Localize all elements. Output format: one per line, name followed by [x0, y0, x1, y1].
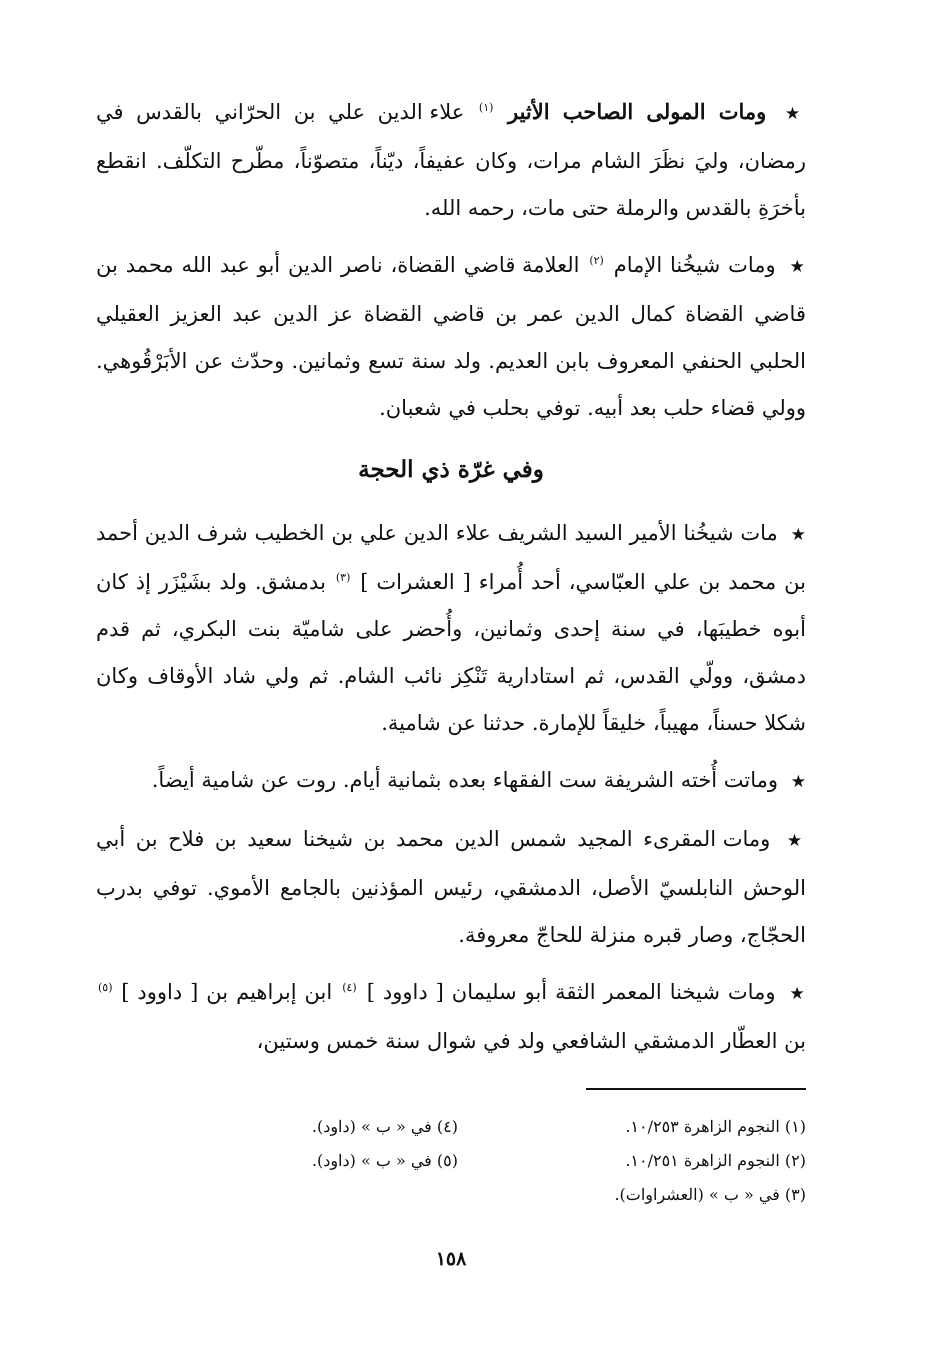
entry-ibn-aladim: [96, 242, 806, 432]
star-icon: ★: [786, 831, 806, 851]
footnote-ref-1: (١): [478, 101, 494, 114]
entry-lead: مات شيخُنا الأمير السيد الشريف علاء الدين علي بن الخطيب شرف الدين أحمد بن محمد بن علي العبّاسي، أحد أُمراء [ العشرات ]: [96, 521, 806, 594]
entry-alharrani: [96, 88, 806, 232]
entry-alabbasi: [96, 510, 806, 747]
entry-lead: وماتت أُخته الشريفة ست الفقهاء بعده بثمانية أيام. روت عن شامية أيضاً.: [151, 768, 779, 792]
entry-body: علاء الدين علي بن الحرّاني بالقدس في رمضان، وليَ نظَرَ الشام مرات، وكان عفيفاً، ديّناً، متصوّناً، مطّرح التكلّف. انقطع بأخرَةِ بالقدس والرملة حتى مات، رحمه الله.: [96, 100, 806, 220]
entry-lead: ومات شيخُنا الإمام: [613, 253, 776, 277]
entry-body-cont: بن العطّار الدمشقي الشافعي ولد في شوال سنة خمس وستين،: [256, 1029, 806, 1053]
footnote-ref-4: (٤): [342, 981, 357, 994]
star-icon: ★: [789, 257, 806, 277]
entry-sitt-alfuqaha: [96, 757, 806, 806]
entry-lead: ومات المقرىء المجيد شمس الدين محمد بن شيخنا سعيد بن فلاح بن أبي الوحش النابلسيّ الأصل، الدمشقي، رئيس المؤذنين بالجامع الأموي. توفي بدرب الحجّاج، وصار قبره منزلة للحاجّ معروفة.: [96, 827, 806, 947]
entry-body: ابن إبراهيم بن [ داوود ]: [121, 980, 333, 1004]
footnote-ref-2: (٢): [589, 254, 604, 267]
entry-lead: ومات شيخنا المعمر الثقة أبو سليمان [ داوود ]: [366, 980, 776, 1004]
footnote-divider: [586, 1088, 806, 1090]
footnotes-right-column: [516, 1110, 806, 1212]
star-icon: ★: [784, 104, 806, 124]
footnote-5: (٥) في « ب » (داود).: [311, 1151, 458, 1170]
footnote-2: (٢) النجوم الزاهرة ١٠/٢٥١.: [625, 1151, 806, 1170]
book-page: [96, 88, 806, 1350]
footnote-4: (٤) في « ب » (داود).: [311, 1117, 458, 1136]
footnote-ref-5: (٥): [98, 981, 113, 994]
page-number: ١٥٨: [435, 1248, 467, 1270]
star-icon: ★: [789, 984, 806, 1004]
section-heading: وفي غرّة ذي الحجة: [358, 456, 544, 483]
footnotes-left-column: [208, 1110, 458, 1178]
entry-ibn-alattar: [96, 969, 806, 1065]
entry-almuqri: [96, 816, 806, 959]
entry-lead: ومات المولى الصاحب الأثير: [507, 99, 767, 124]
star-icon: ★: [790, 525, 806, 545]
star-icon: ★: [790, 772, 806, 792]
footnote-3: (٣) في « ب » (العشراوات).: [614, 1185, 806, 1204]
entry-body: بدمشق. ولد بشَيْزَر إذ كان أبوه خطيبَها، في سنة إحدى وثمانين، وأُحضر على شاميّة بنت البكري، ثم قدم دمشق، وولّي القدس، ثم استادارية تَنْكِز نائب الشام. ثم ولي شاد الأوقاف وكان شكلا حسناً، مهيباً، خليقاً للإمارة. حدثنا عن شامية.: [96, 570, 806, 735]
footnote-ref-3: (٣): [335, 571, 351, 584]
entry-body: العلامة قاضي القضاة، ناصر الدين أبو عبد الله محمد بن قاضي القضاة كمال الدين عمر بن قاضي القضاة عز الدين عبد العزيز العقيلي الحلبي الحنفي المعروف بابن العديم. ولد سنة تسع وثمانين. وحدّث عن الأبَرْقُوهي. وولي قضاء حلب بعد أبيه. توفي بحلب في شعبان.: [96, 253, 806, 420]
footnote-1: (١) النجوم الزاهرة ١٠/٢٥٣.: [625, 1117, 806, 1136]
